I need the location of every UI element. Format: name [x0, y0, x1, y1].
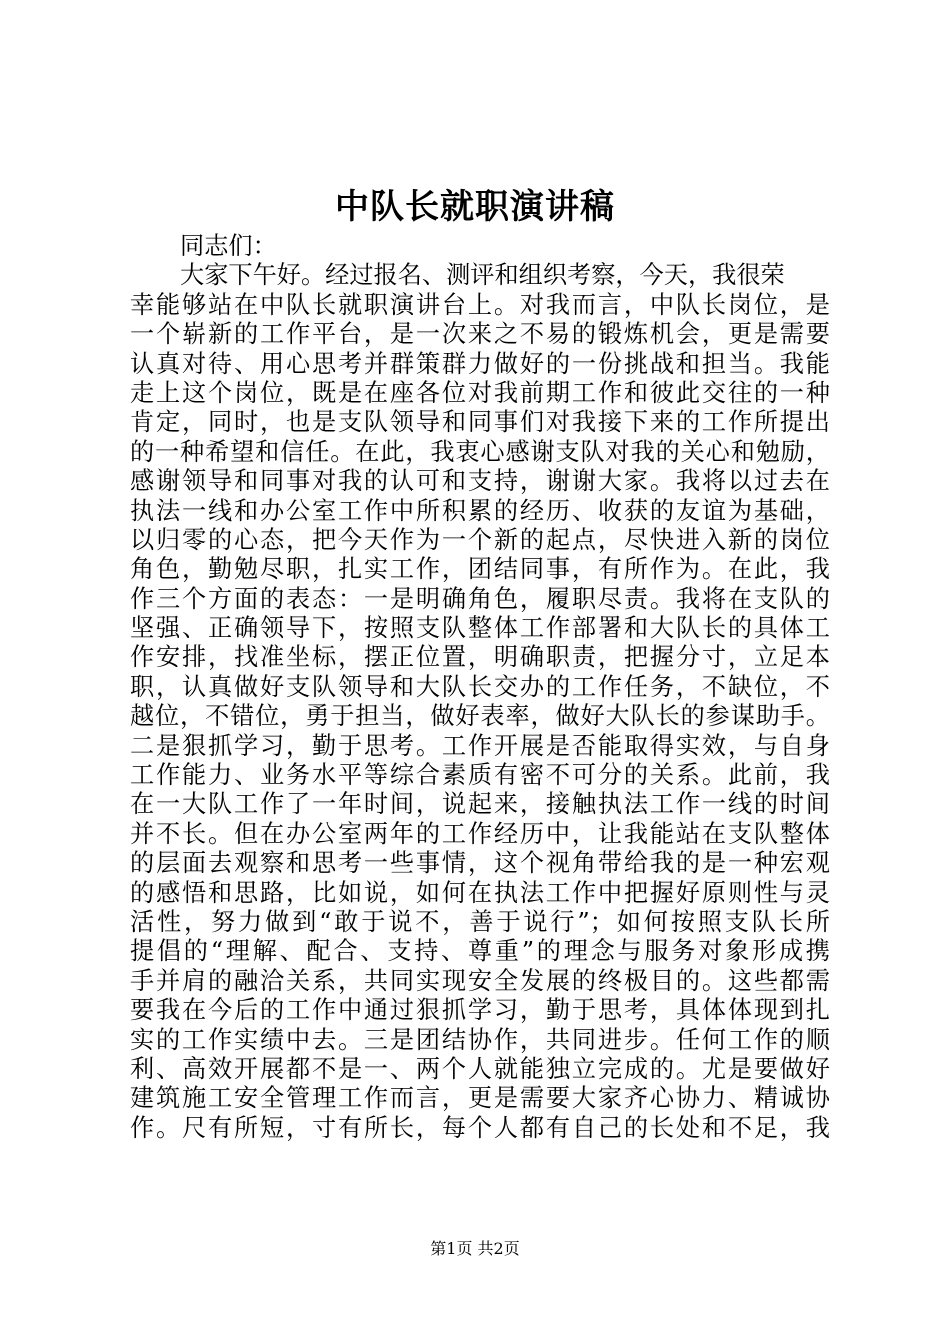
salutation: 同志们：: [180, 232, 277, 260]
paragraph-line: 幸能够站在中队长就职演讲台上。对我而言，中队长岗位，是: [130, 290, 830, 319]
paragraph-line: 作安排，找准坐标，摆正位置，明确职责，把握分寸，立足本: [130, 643, 830, 672]
paragraph-line: 走上这个岗位，既是在座各位对我前期工作和彼此交往的一种: [130, 378, 830, 407]
paragraph-line: 要我在今后的工作中通过狠抓学习，勤于思考，具体体现到扎: [130, 996, 830, 1025]
paragraph-line: 利、高效开展都不是一、两个人就能独立完成的。尤是要做好: [130, 1054, 830, 1083]
paragraph-line: 认真对待、用心思考并群策群力做好的一份挑战和担当。我能: [130, 349, 830, 378]
paragraph-line: 的感悟和思路，比如说，如何在执法工作中把握好原则性与灵: [130, 878, 830, 907]
paragraph-line: 提倡的“理解、配合、支持、尊重”的理念与服务对象形成携: [130, 937, 830, 966]
paragraph-line: 大家下午好。经过报名、测评和组织考察，今天，我很荣: [180, 261, 785, 290]
paragraph-line: 二是狠抓学习，勤于思考。工作开展是否能取得实效，与自身: [130, 731, 830, 760]
document-title: 中队长就职演讲稿: [335, 187, 615, 227]
paragraph-line: 建筑施工安全管理工作而言，更是需要大家齐心协力、精诚协: [130, 1084, 830, 1113]
paragraph-line: 作。尺有所短，寸有所长，每个人都有自己的长处和不足，我: [130, 1113, 830, 1142]
paragraph-line: 肯定，同时，也是支队领导和同事们对我接下来的工作所提出: [130, 408, 830, 437]
paragraph-line: 执法一线和办公室工作中所积累的经历、收获的友谊为基础，: [130, 496, 830, 525]
paragraph-line: 活性，努力做到“敢于说不，善于说行”；如何按照支队长所: [130, 907, 830, 936]
paragraph-line: 实的工作实绩中去。三是团结协作，共同进步。任何工作的顺: [130, 1025, 830, 1054]
paragraph-line: 作三个方面的表态：一是明确角色，履职尽责。我将在支队的: [130, 584, 830, 613]
paragraph-line: 职，认真做好支队领导和大队长交办的工作任务，不缺位，不: [130, 672, 830, 701]
paragraph-line: 角色，勤勉尽职，扎实工作，团结同事，有所作为。在此，我: [130, 555, 830, 584]
page-number: 第1页 共2页: [430, 1239, 520, 1258]
paragraph-line: 一个崭新的工作平台，是一次来之不易的锻炼机会，更是需要: [130, 320, 830, 349]
paragraph-line: 工作能力、业务水平等综合素质有密不可分的关系。此前，我: [130, 761, 830, 790]
paragraph-line: 的一种希望和信任。在此，我衷心感谢支队对我的关心和勉励，: [130, 437, 830, 466]
paragraph-line: 并不长。但在办公室两年的工作经历中，让我能站在支队整体: [130, 819, 830, 848]
paragraph-line: 在一大队工作了一年时间，说起来，接触执法工作一线的时间: [130, 790, 830, 819]
paragraph-line: 感谢领导和同事对我的认可和支持，谢谢大家。我将以过去在: [130, 467, 830, 496]
paragraph-line: 手并肩的融洽关系，共同实现安全发展的终极目的。这些都需: [130, 966, 830, 995]
paragraph-line: 以归零的心态，把今天作为一个新的起点，尽快进入新的岗位: [130, 525, 830, 554]
paragraph-line: 坚强、正确领导下，按照支队整体工作部署和大队长的具体工: [130, 614, 830, 643]
document-body: [130, 232, 830, 1143]
paragraph-line: 越位，不错位，勇于担当，做好表率，做好大队长的参谋助手。: [130, 702, 830, 731]
paragraph-line: 的层面去观察和思考一些事情，这个视角带给我的是一种宏观: [130, 849, 830, 878]
